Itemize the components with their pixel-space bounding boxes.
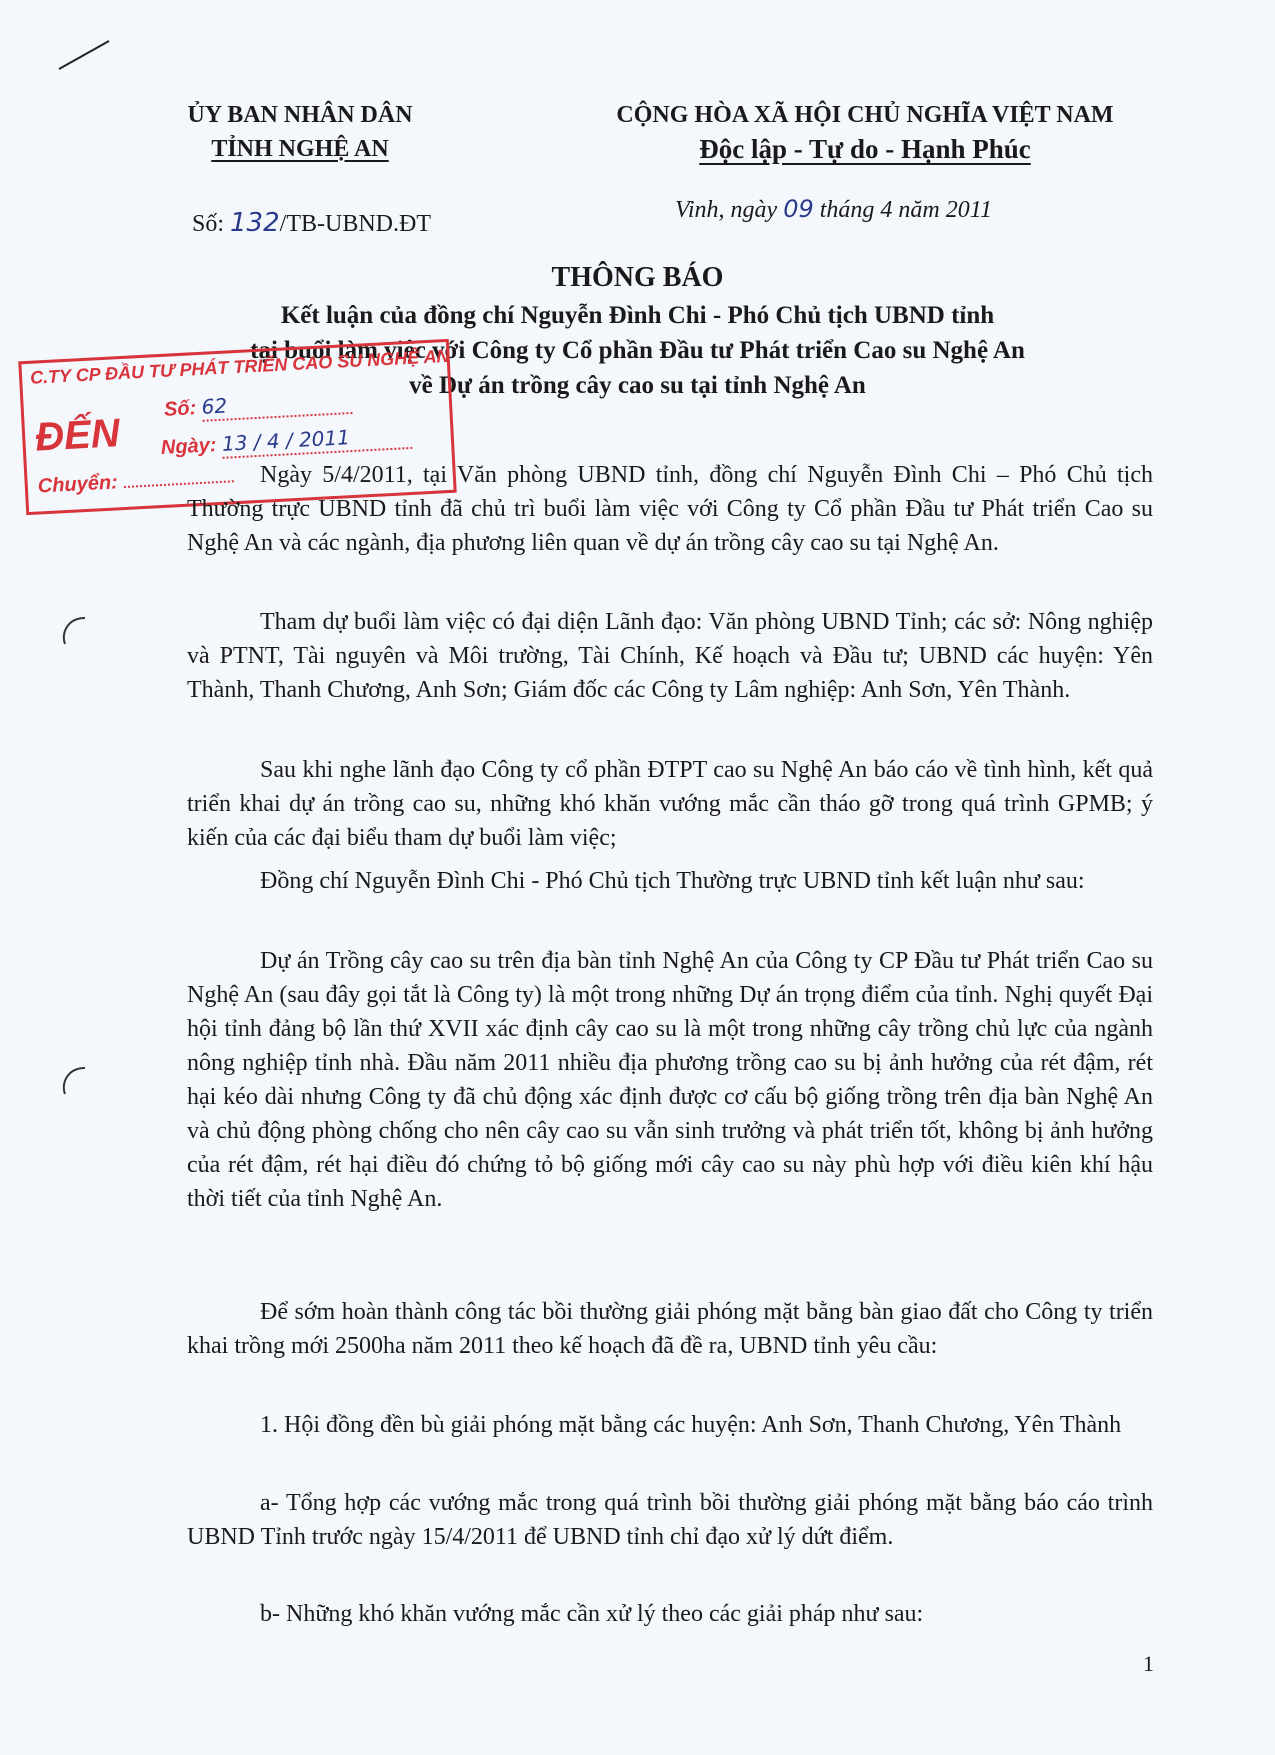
stamp-ngay-row (160, 422, 412, 462)
stamp-so-value: 62 (201, 393, 228, 419)
subtitle-line-3: về Dự án trồng cây cao su tại tỉnh Nghệ An (409, 372, 866, 399)
paragraph-3: Sau khi nghe lãnh đạo Công ty cổ phần ĐTPT cao su Nghệ An báo cáo về tình hình, kết quả triển khai dự án trồng cao su, những khó khăn vướng mắc cần tháo gỡ trong quá trình GPMB; ý kiến của các đại biểu tham dự buổi làm việc; (187, 757, 1153, 851)
punch-hole-bottom (55, 1060, 95, 1100)
issuer-block (150, 98, 450, 166)
date-suffix: tháng 4 năm 2011 (813, 197, 992, 223)
paragraph-7: 1. Hội đồng đền bù giải phóng mặt bằng các huyện: Anh Sơn, Thanh Chương, Yên Thành (260, 1412, 1122, 1438)
paragraph-5: Dự án Trồng cây cao su trên địa bàn tỉnh Nghệ An của Công ty CP Đầu tư Phát triển Cao su Nghệ An (sau đây gọi tắt là Công ty) là một trong những Dự án trọng điểm của tỉnh. Nghị quyết Đại hội tỉnh đảng bộ lần thứ XVII xác định cây cao su là một trong những cây trồng chủ lực của ngành nông nghiệp tỉnh nhà. Đầu năm 2011 nhiều địa phương trồng cao su bị ảnh hưởng của rét đậm, rét hại kéo dài nhưng Công ty đã chủ động xác định được cơ cấu bộ giống trồng trên địa bàn Nghệ An và chủ động phòng chống cho nên cây cao su vẫn sinh trưởng và phát triển tốt, không bị ảnh hưởng của rét đậm, rét hại điều đó chứng tỏ bộ giống mới cây cao su này phù hợp với điều kiên khí hậu thời tiết của tỉnh Nghệ An. (187, 948, 1153, 1212)
stamp-company: C.TY CP ĐẦU TƯ PHÁT TRIỂN CAO SU NGHỆ AN (29, 345, 450, 388)
document-title: THÔNG BÁO (551, 262, 724, 293)
paragraph-2: Tham dự buổi làm việc có đại diện Lãnh đạo: Văn phòng UBND Tỉnh; các sở: Nông nghiệp và PTNT, Tài nguyên và Môi trường, Tài Chính, Kế hoạch và Đầu tư; UBND các huyện: Yên Thành, Thanh Chương, Anh Sơn; Giám đốc các Công ty Lâm nghiệp: Anh Sơn, Yên Thành. (187, 609, 1153, 703)
paragraph-1: Ngày 5/4/2011, tại Văn phòng UBND tỉnh, đồng chí Nguyễn Đình Chi – Phó Chủ tịch Thường trực UBND tỉnh đã chủ trì buổi làm việc với Công ty Cổ phần Đầu tư Phát triển Cao su Nghệ An và các ngành, địa phương liên quan về dự án trồng cây cao su tại Nghệ An. (187, 462, 1153, 556)
stamp-chuyen-label: Chuyển: (37, 471, 119, 498)
subtitle-line-2: tại buổi làm việc với Công ty Cổ phần Đầu tư Phát triển Cao su Nghệ An (250, 337, 1025, 364)
date-prefix: Vinh, ngày (675, 197, 784, 223)
national-motto-block (590, 98, 1140, 166)
number-handwritten: 132 (230, 208, 280, 238)
issuer-line-1: ỦY BAN NHÂN DÂN (187, 102, 413, 128)
punch-hole-top (55, 610, 95, 650)
stamp-ngay-label: Ngày: (160, 434, 218, 460)
stamp-so-field (201, 387, 352, 422)
number-suffix: /TB-UBND.ĐT (279, 211, 431, 237)
date-handwritten: 09 (783, 195, 814, 223)
stamp-ngay-field (221, 422, 412, 459)
pen-stroke-mark (55, 35, 115, 75)
paragraph-4-conclusion-heading: Đồng chí Nguyễn Đình Chi - Phó Chủ tịch Thường trực UBND tỉnh kết luận như sau: (260, 868, 1085, 894)
issuer-line-2: TỈNH NGHỆ AN (211, 136, 389, 162)
number-prefix: Số: (192, 211, 231, 237)
paragraph-6: Để sớm hoàn thành công tác bồi thường giải phóng mặt bằng bàn giao đất cho Công ty triển khai trồng mới 2500ha năm 2011 theo kế hoạch đã đề ra, UBND tỉnh yêu cầu: (187, 1299, 1153, 1359)
page-number: 1 (1143, 1651, 1154, 1676)
national-name: CỘNG HÒA XÃ HỘI CHỦ NGHĨA VIỆT NAM (616, 102, 1114, 128)
document-number (192, 208, 431, 238)
stamp-ngay-value: 13 / 4 / 2011 (221, 425, 351, 456)
national-motto: Độc lập - Tự do - Hạnh Phúc (699, 134, 1031, 164)
stamp-so-row (163, 387, 352, 424)
subtitle-line-1: Kết luận của đồng chí Nguyễn Đình Chi - Phó Chủ tịch UBND tỉnh (280, 302, 995, 329)
document-date (675, 195, 992, 224)
paragraph-9: b- Những khó khăn vướng mắc cần xử lý theo các giải pháp như sau: (260, 1601, 924, 1627)
stamp-den: ĐẾN (34, 411, 121, 460)
paragraph-8: a- Tổng hợp các vướng mắc trong quá trình bồi thường giải phóng mặt bằng báo cáo trình UBND Tỉnh trước ngày 15/4/2011 để UBND tỉnh chỉ đạo xử lý dứt điểm. (187, 1490, 1153, 1550)
stamp-so-label: Số: (163, 397, 197, 421)
